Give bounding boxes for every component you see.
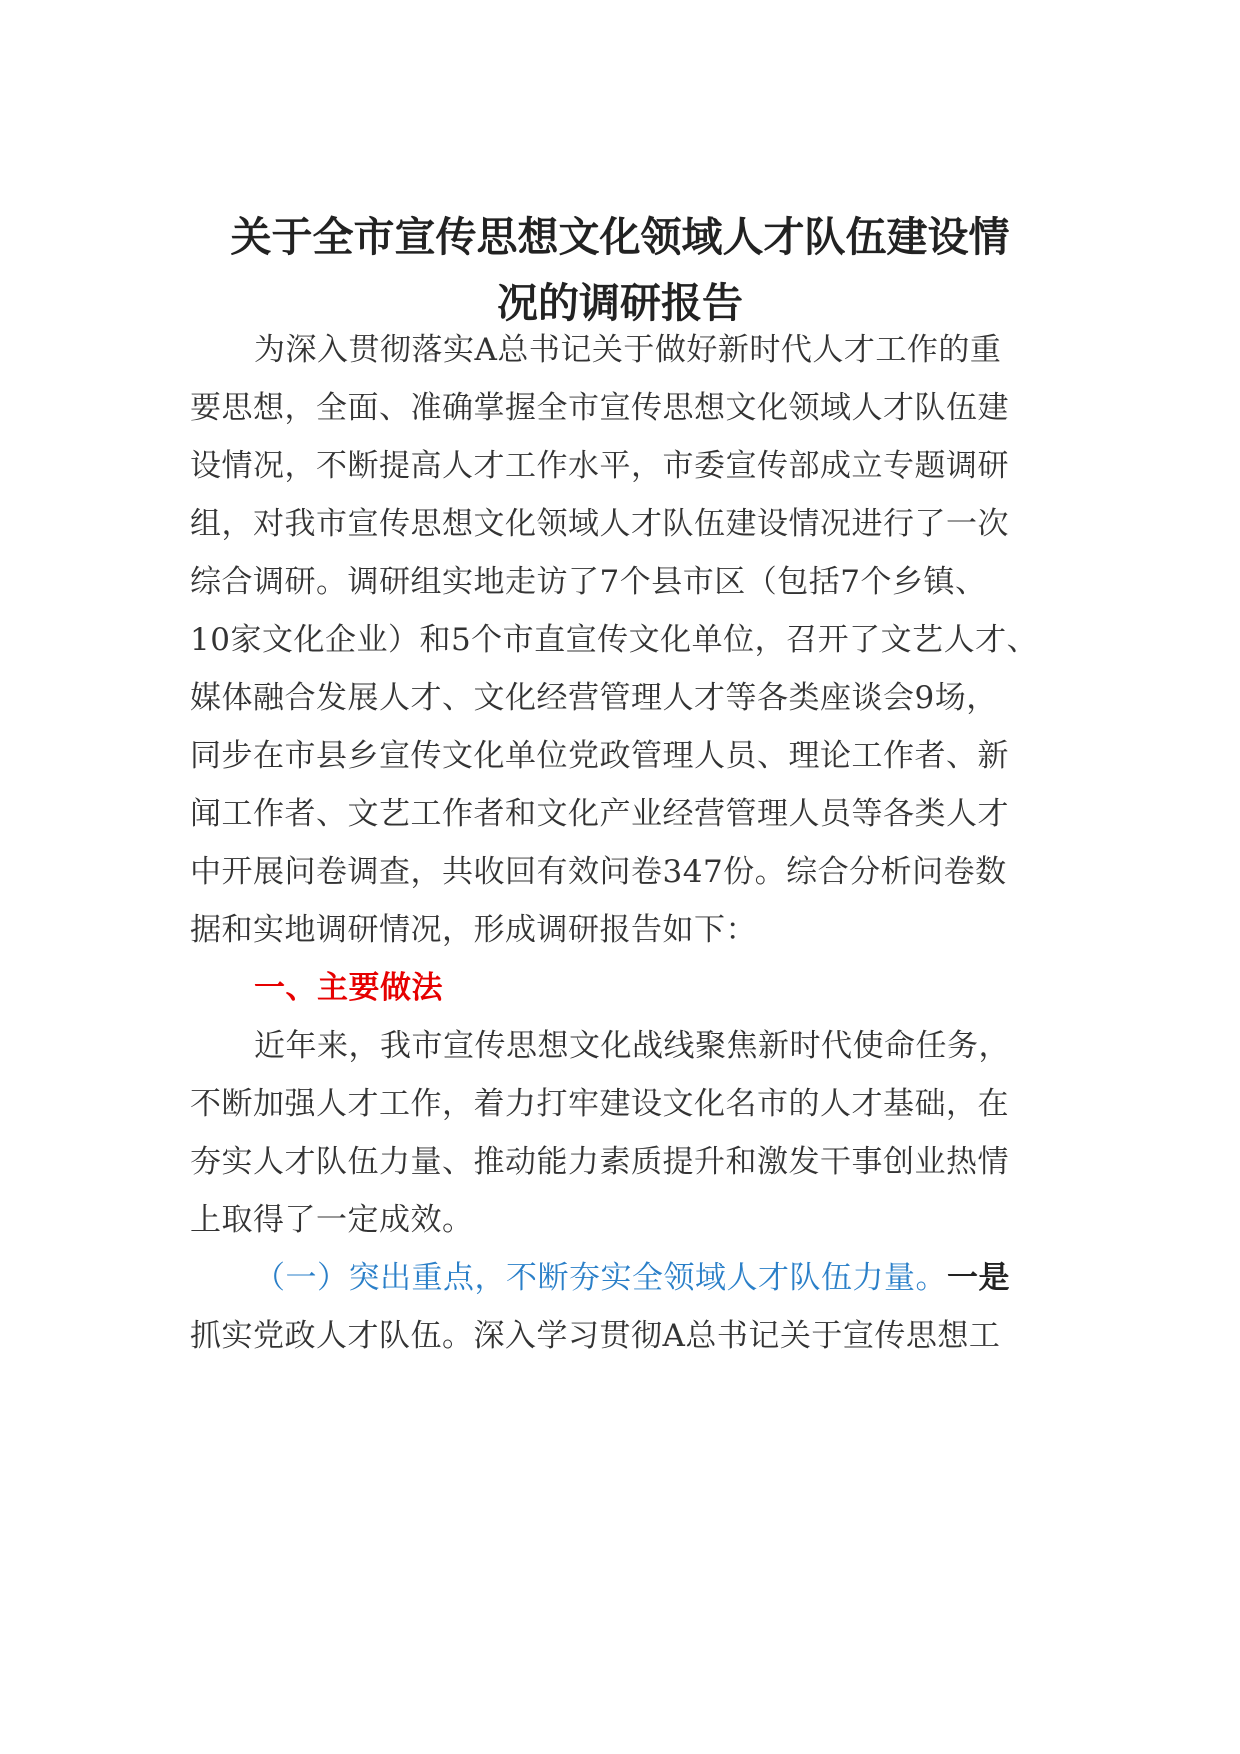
intro-line-1: 为深入贯彻落实A总书记关于做好新时代人才工作的重 xyxy=(254,332,1002,368)
intro-line-9: 闻工作者、文艺工作者和文化产业经营管理人员等各类人才 xyxy=(190,796,1009,832)
title-line-2: 况的调研报告 xyxy=(497,279,743,327)
bold-lead-text: 一是 xyxy=(947,1260,1010,1296)
subsection-paragraph-line-2: 抓实党政人才队伍。深入学习贯彻A总书记关于宣传思想工 xyxy=(190,1318,1001,1354)
intro-line-10: 中开展问卷调查，共收回有效问卷347份。综合分析问卷数 xyxy=(190,854,1007,890)
intro-line-5: 综合调研。调研组实地走访了7个县市区（包括7个乡镇、 xyxy=(190,564,987,600)
subsection-paragraph-line-1 xyxy=(254,1258,1010,1298)
intro-line-6: 10家文化企业）和5个市直宣传文化单位，召开了文艺人才、 xyxy=(190,622,1039,658)
intro-line-4: 组，对我市宣传思想文化领域人才队伍建设情况进行了一次 xyxy=(190,506,1009,542)
title-line-1: 关于全市宣传思想文化领域人才队伍建设情 xyxy=(230,213,1010,261)
intro-line-2: 要思想，全面、准确掌握全市宣传思想文化领域人才队伍建 xyxy=(190,390,1009,426)
section1-line-4: 上取得了一定成效。 xyxy=(190,1202,474,1238)
section1-line-1: 近年来，我市宣传思想文化战线聚焦新时代使命任务， xyxy=(254,1028,1010,1064)
intro-line-7: 媒体融合发展人才、文化经营管理人才等各类座谈会9场， xyxy=(190,680,998,716)
intro-line-3: 设情况，不断提高人才工作水平，市委宣传部成立专题调研 xyxy=(190,448,1009,484)
subsection-heading: （一）突出重点，不断夯实全领域人才队伍力量。 xyxy=(254,1260,947,1296)
section1-line-3: 夯实人才队伍力量、推动能力素质提升和激发干事创业热情 xyxy=(190,1144,1009,1180)
document-title xyxy=(190,204,1050,336)
intro-line-11: 据和实地调研情况，形成调研报告如下： xyxy=(190,912,757,948)
section1-line-2: 不断加强人才工作，着力打牢建设文化名市的人才基础，在 xyxy=(190,1086,1009,1122)
section-heading-main-practices: 一、主要做法 xyxy=(254,970,443,1006)
intro-line-8: 同步在市县乡宣传文化单位党政管理人员、理论工作者、新 xyxy=(190,738,1009,774)
